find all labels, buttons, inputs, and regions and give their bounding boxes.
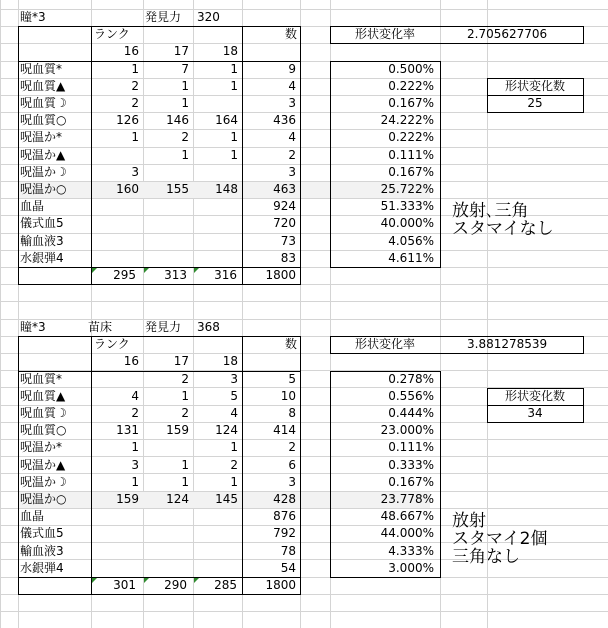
- row-label: 呪温か▲: [20, 457, 66, 472]
- table-border: [330, 371, 331, 577]
- rank18-cell: [193, 215, 238, 232]
- rank18-cell: 1: [230, 78, 238, 93]
- rank18-cell: 124: [215, 423, 238, 438]
- table-border: [18, 26, 19, 284]
- rank-value: 17: [173, 354, 189, 369]
- rank17-cell: [143, 508, 189, 525]
- count-cell: 78: [280, 543, 296, 558]
- block-subtitle: 苗床: [88, 320, 113, 334]
- ratio-label: 形状変化率: [354, 337, 415, 352]
- count-cell: 10: [280, 388, 296, 403]
- change-count-label: 形状変化数: [504, 78, 565, 93]
- percent-cell: 0.222%: [388, 78, 434, 93]
- change-count-value: 25: [527, 96, 543, 110]
- table-border: [18, 336, 19, 594]
- percent-cell: 0.167%: [388, 474, 434, 489]
- total-rank17: 313: [164, 268, 187, 282]
- rank16-cell: [91, 147, 139, 164]
- total-rank18: 316: [214, 268, 237, 282]
- rank16-cell: 1: [131, 440, 139, 455]
- total-rank16: 301: [113, 578, 136, 592]
- rank17-cell: [143, 543, 189, 560]
- count-cell: 876: [273, 509, 296, 524]
- percent-cell: 23.000%: [380, 423, 434, 438]
- rank-value: 18: [222, 354, 238, 369]
- row-label: 呪血質☽: [20, 96, 67, 110]
- rank17-cell: 2: [181, 130, 189, 145]
- count-cell: 8: [288, 406, 296, 420]
- rank17-cell: 2: [181, 406, 189, 420]
- percent-cell: 24.222%: [380, 113, 434, 128]
- note-text: スタマイ2個: [452, 529, 548, 549]
- row-label: 呪血質☽: [20, 406, 67, 420]
- rank16-cell: [91, 198, 139, 215]
- total-rank16: 295: [113, 268, 136, 282]
- table-border: [91, 26, 92, 284]
- count-cell: 3: [288, 96, 296, 110]
- table-border: [18, 594, 301, 595]
- hakken-value: 368: [197, 320, 220, 334]
- row-label: 血晶: [20, 199, 45, 214]
- change-count-border: [487, 112, 584, 113]
- ratio-border: [583, 26, 584, 43]
- row-label: 呪血質*: [20, 61, 63, 76]
- rank18-cell: [193, 543, 238, 560]
- percent-cell: 0.111%: [388, 440, 434, 455]
- rank18-cell: [193, 250, 238, 267]
- rank16-cell: [91, 250, 139, 267]
- row-label: 儀式血5: [20, 526, 64, 541]
- count-header: 数: [284, 27, 297, 42]
- rank17-cell: [143, 215, 189, 232]
- rank18-cell: 5: [230, 388, 238, 403]
- rank17-cell: 2: [181, 371, 189, 386]
- table-border: [18, 336, 301, 337]
- total-rank17: 290: [164, 578, 187, 592]
- count-cell: 3: [288, 474, 296, 489]
- row-label: 輸血液3: [20, 543, 64, 558]
- rank17-cell: [143, 198, 189, 215]
- percent-cell: 40.000%: [380, 216, 434, 231]
- percent-cell: 0.500%: [388, 61, 434, 76]
- count-cell: 4: [288, 78, 296, 93]
- rank17-cell: 1: [181, 457, 189, 472]
- rank17-cell: 1: [181, 474, 189, 489]
- rank18-cell: [193, 508, 238, 525]
- rank18-cell: 1: [230, 440, 238, 455]
- rank16-cell: 126: [116, 113, 139, 128]
- rank17-cell: 124: [166, 492, 189, 506]
- row-label: 呪温か☽: [20, 164, 67, 179]
- count-cell: 5: [288, 371, 296, 386]
- count-cell: 463: [273, 182, 296, 196]
- table-border: [18, 26, 301, 27]
- rank-value: 16: [123, 354, 139, 369]
- rank18-cell: 1: [230, 147, 238, 162]
- total-count: 1800: [265, 268, 296, 282]
- rank18-cell: 164: [215, 113, 238, 128]
- rank16-cell: 3: [131, 164, 139, 179]
- ratio-label: 形状変化率: [354, 27, 415, 42]
- rank16-cell: 131: [116, 423, 139, 438]
- rank16-cell: [91, 543, 139, 560]
- row-label: 呪温か☽: [20, 474, 67, 489]
- note-text: スタマイなし: [452, 219, 554, 239]
- percent-cell: 48.667%: [380, 509, 434, 524]
- rank18-cell: 2: [230, 457, 238, 472]
- percent-cell: 4.611%: [388, 250, 434, 265]
- count-header: 数: [284, 337, 297, 352]
- count-cell: 83: [280, 250, 296, 265]
- percent-cell: 0.556%: [388, 388, 434, 403]
- error-marker: [194, 268, 199, 273]
- row-label: 呪血質○: [20, 423, 67, 438]
- table-border: [242, 336, 243, 594]
- ratio-border: [330, 43, 584, 44]
- rank17-cell: [143, 439, 189, 456]
- table-border: [300, 336, 301, 594]
- row-label: 呪血質▲: [20, 78, 66, 93]
- change-count-label: 形状変化数: [504, 388, 565, 403]
- rank18-cell: 1: [230, 61, 238, 76]
- ratio-value: 2.705627706: [467, 27, 548, 42]
- count-cell: 2: [288, 440, 296, 455]
- row-label: 血晶: [20, 509, 45, 524]
- grid-line-v: [0, 0, 1, 628]
- error-marker: [144, 268, 149, 273]
- table-border: [91, 336, 92, 594]
- hakken-value: 320: [197, 10, 220, 24]
- percent-cell: 25.722%: [380, 182, 434, 196]
- rank-value: 18: [222, 44, 238, 59]
- count-cell: 6: [288, 457, 296, 472]
- rank-value: 16: [123, 44, 139, 59]
- percent-cell: 51.333%: [380, 199, 434, 214]
- count-cell: 428: [273, 492, 296, 506]
- count-cell: 924: [273, 199, 296, 214]
- count-cell: 436: [273, 113, 296, 128]
- rank18-cell: 1: [230, 130, 238, 145]
- percent-cell: 4.333%: [388, 543, 434, 558]
- rank17-cell: 146: [166, 113, 189, 128]
- rank16-cell: 4: [131, 388, 139, 403]
- row-label: 呪血質▲: [20, 388, 66, 403]
- rank18-cell: [193, 560, 238, 577]
- note-text: 放射､三角: [452, 201, 529, 221]
- rank-header: ランク: [94, 337, 130, 352]
- total-rank18: 285: [214, 578, 237, 592]
- table-border: [330, 577, 441, 578]
- rank16-cell: 1: [131, 130, 139, 145]
- table-border: [300, 26, 301, 284]
- percent-cell: 3.000%: [388, 560, 434, 575]
- table-border: [18, 61, 301, 62]
- count-cell: 73: [280, 233, 296, 248]
- row-label: 輸血液3: [20, 233, 64, 248]
- row-label: 呪血質*: [20, 371, 63, 386]
- rank18-cell: [193, 95, 238, 112]
- ratio-border: [583, 336, 584, 353]
- rank16-cell: [91, 233, 139, 250]
- percent-cell: 0.278%: [388, 371, 434, 386]
- rank17-cell: 155: [166, 182, 189, 196]
- rank16-cell: 3: [131, 457, 139, 472]
- table-border: [330, 61, 441, 62]
- table-border: [330, 371, 441, 372]
- percent-cell: 0.222%: [388, 130, 434, 145]
- rank18-cell: [193, 198, 238, 215]
- total-count: 1800: [265, 578, 296, 592]
- rank16-cell: [91, 560, 139, 577]
- rank16-cell: 2: [131, 406, 139, 420]
- table-border: [18, 284, 301, 285]
- rank16-cell: 2: [131, 78, 139, 93]
- row-label: 水銀弾4: [20, 560, 64, 575]
- table-border: [330, 61, 331, 267]
- rank18-cell: 3: [230, 371, 238, 386]
- rank18-cell: [193, 525, 238, 542]
- note-text: 三角なし: [452, 547, 520, 567]
- percent-cell: 23.778%: [380, 492, 434, 506]
- rank18-cell: 1: [230, 474, 238, 489]
- rank16-cell: 1: [131, 61, 139, 76]
- row-label: 儀式血5: [20, 216, 64, 231]
- rank17-cell: [143, 233, 189, 250]
- rank18-cell: [193, 164, 238, 181]
- rank18-cell: 148: [215, 182, 238, 196]
- rank17-cell: 1: [181, 78, 189, 93]
- count-cell: 3: [288, 164, 296, 179]
- ratio-value: 3.881278539: [467, 337, 548, 352]
- table-border: [242, 26, 243, 284]
- percent-cell: 4.056%: [388, 233, 434, 248]
- block-title: 瞳*3: [20, 10, 46, 24]
- count-cell: 792: [273, 526, 296, 541]
- rank17-cell: [143, 250, 189, 267]
- table-border: [440, 61, 441, 267]
- rank17-cell: [143, 525, 189, 542]
- rank16-cell: [91, 371, 139, 388]
- row-label: 呪温か○: [20, 182, 67, 196]
- rank-header: ランク: [94, 27, 130, 42]
- percent-cell: 0.444%: [388, 406, 434, 420]
- table-border: [18, 267, 301, 268]
- rank17-cell: 1: [181, 96, 189, 110]
- count-cell: 720: [273, 216, 296, 231]
- percent-cell: 0.167%: [388, 164, 434, 179]
- rank16-cell: [91, 525, 139, 542]
- rank17-cell: 7: [181, 61, 189, 76]
- row-label: 呪温か*: [20, 130, 63, 145]
- rank18-cell: 4: [230, 406, 238, 420]
- percent-cell: 0.333%: [388, 457, 434, 472]
- rank16-cell: 160: [116, 182, 139, 196]
- rank17-cell: [143, 560, 189, 577]
- error-marker: [92, 268, 97, 273]
- count-cell: 2: [288, 147, 296, 162]
- error-marker: [144, 578, 149, 583]
- percent-cell: 44.000%: [380, 526, 434, 541]
- rank17-cell: 159: [166, 423, 189, 438]
- percent-cell: 0.167%: [388, 96, 434, 110]
- note-text: 放射: [452, 511, 486, 531]
- rank17-cell: 1: [181, 388, 189, 403]
- rank18-cell: 145: [215, 492, 238, 506]
- change-count-value: 34: [527, 406, 543, 420]
- table-border: [330, 267, 441, 268]
- hakken-label: 発見力: [145, 320, 182, 334]
- row-label: 呪温か▲: [20, 147, 66, 162]
- rank16-cell: 1: [131, 474, 139, 489]
- rank-value: 17: [173, 44, 189, 59]
- table-border: [18, 371, 301, 372]
- table-border: [18, 577, 301, 578]
- error-marker: [194, 578, 199, 583]
- rank16-cell: [91, 215, 139, 232]
- count-cell: 414: [273, 423, 296, 438]
- rank16-cell: 2: [131, 96, 139, 110]
- row-label: 呪血質○: [20, 113, 67, 128]
- percent-cell: 0.111%: [388, 147, 434, 162]
- block-title: 瞳*3: [20, 320, 46, 334]
- rank16-cell: 159: [116, 492, 139, 506]
- count-cell: 9: [288, 61, 296, 76]
- error-marker: [92, 578, 97, 583]
- row-label: 呪温か*: [20, 440, 63, 455]
- hakken-label: 発見力: [145, 10, 182, 24]
- count-cell: 4: [288, 130, 296, 145]
- rank17-cell: [143, 164, 189, 181]
- row-label: 呪温か○: [20, 492, 67, 506]
- change-count-border: [487, 422, 584, 423]
- table-border: [440, 371, 441, 577]
- row-label: 水銀弾4: [20, 250, 64, 265]
- rank16-cell: [91, 508, 139, 525]
- ratio-border: [330, 353, 584, 354]
- rank18-cell: [193, 233, 238, 250]
- count-cell: 54: [280, 560, 296, 575]
- rank17-cell: 1: [181, 147, 189, 162]
